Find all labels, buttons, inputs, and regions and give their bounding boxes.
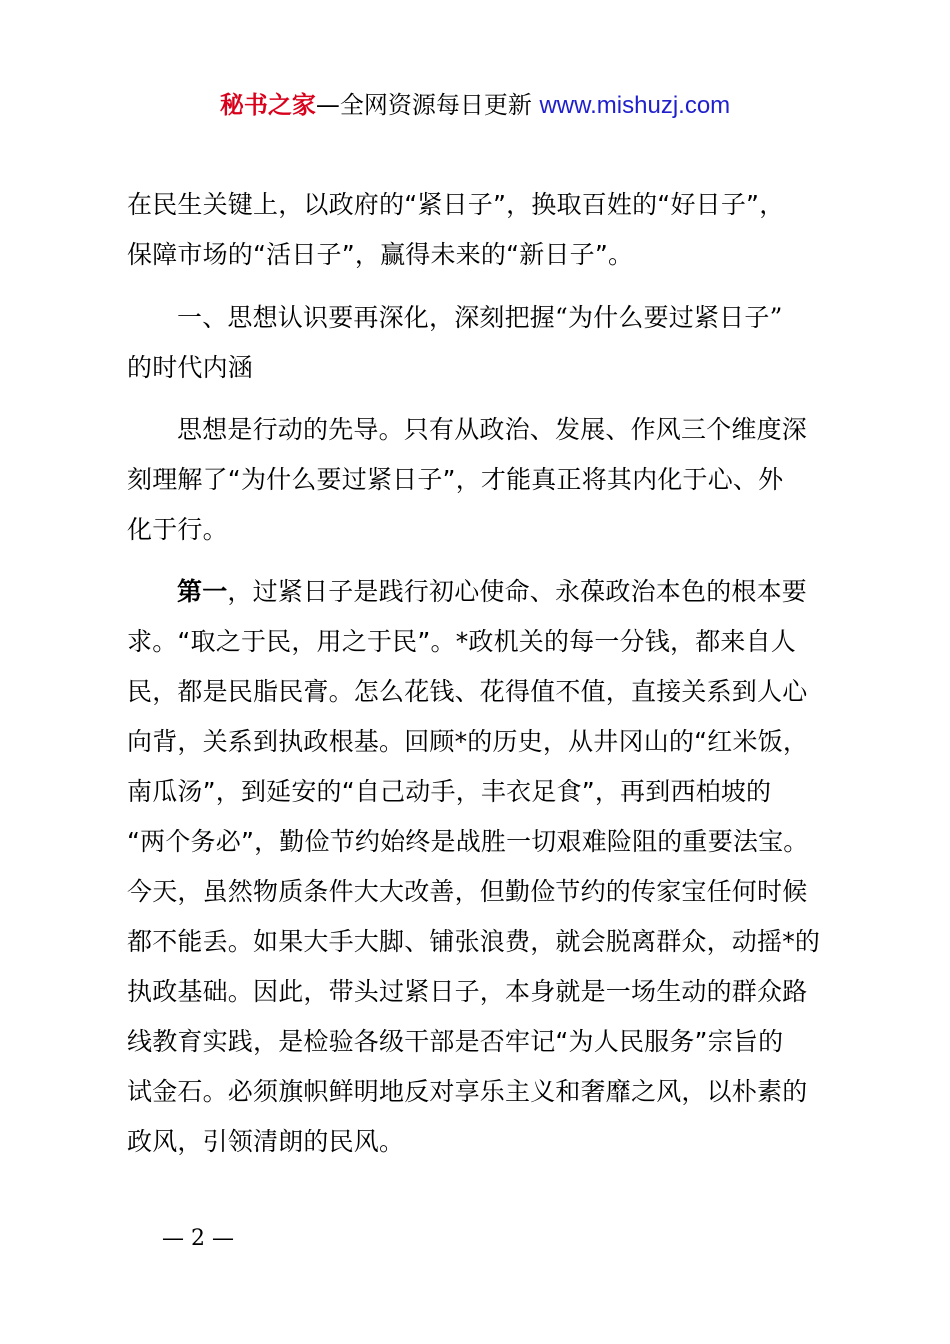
point-label: 第一 xyxy=(177,577,228,606)
text-line: 线教育实践，是检验各级干部是否牢记“为人民服务”宗旨的 xyxy=(127,1027,784,1056)
site-url: www.mishuzj.com xyxy=(539,92,731,119)
site-brand: 秘书之家 xyxy=(219,91,316,119)
site-header xyxy=(0,88,950,123)
text-line: 思想是行动的先导。只有从政治、发展、作风三个维度深 xyxy=(177,415,808,444)
text-line: 南瓜汤”，到延安的“自己动手，丰衣足食”，再到西柏坡的 xyxy=(127,777,772,806)
text-line: 政风，引领清朗的民风。 xyxy=(127,1127,405,1156)
text-line: 试金石。必须旗帜鲜明地反对享乐主义和奢靡之风，以朴素的 xyxy=(127,1077,808,1106)
point-text: ，过紧日子是践行初心使命、永葆政治本色的根本要 xyxy=(227,577,808,606)
text-line: 都不能丢。如果大手大脚、铺张浪费，就会脱离群众，动摇*的 xyxy=(127,927,821,956)
text-line: 执政基础。因此，带头过紧日子，本身就是一场生动的群众路 xyxy=(127,977,808,1006)
text-line: 向背，关系到执政根基。回顾*的历史，从井冈山的“红米饭， xyxy=(127,727,809,756)
section-heading-continued: 的时代内涵 xyxy=(127,353,254,382)
text-line: 在民生关键上，以政府的“紧日子”，换取百姓的“好日子”， xyxy=(127,190,785,219)
text-line: 化于行。 xyxy=(127,515,228,544)
section-heading: 一、思想认识要再深化，深刻把握“为什么要过紧日子” xyxy=(177,303,783,332)
site-tagline: —全网资源每日更新 xyxy=(315,91,532,119)
text-line: 保障市场的“活日子”，赢得未来的“新日子”。 xyxy=(127,240,634,269)
text-line: “两个务必”，勤俭节约始终是战胜一切艰难险阻的重要法宝。 xyxy=(127,827,809,856)
text-line xyxy=(177,574,897,610)
text-line: 民，都是民脂民膏。怎么花钱、花得值不值，直接关系到人心 xyxy=(127,677,808,706)
text-line: 今天，虽然物质条件大大改善，但勤俭节约的传家宝任何时候 xyxy=(127,877,808,906)
text-line: 刻理解了“为什么要过紧日子”，才能真正将其内化于心、外 xyxy=(127,465,784,494)
page-number: — 2 — xyxy=(162,1226,234,1251)
text-line: 求。“取之于民，用之于民”。*政机关的每一分钱，都来自人 xyxy=(127,627,797,656)
